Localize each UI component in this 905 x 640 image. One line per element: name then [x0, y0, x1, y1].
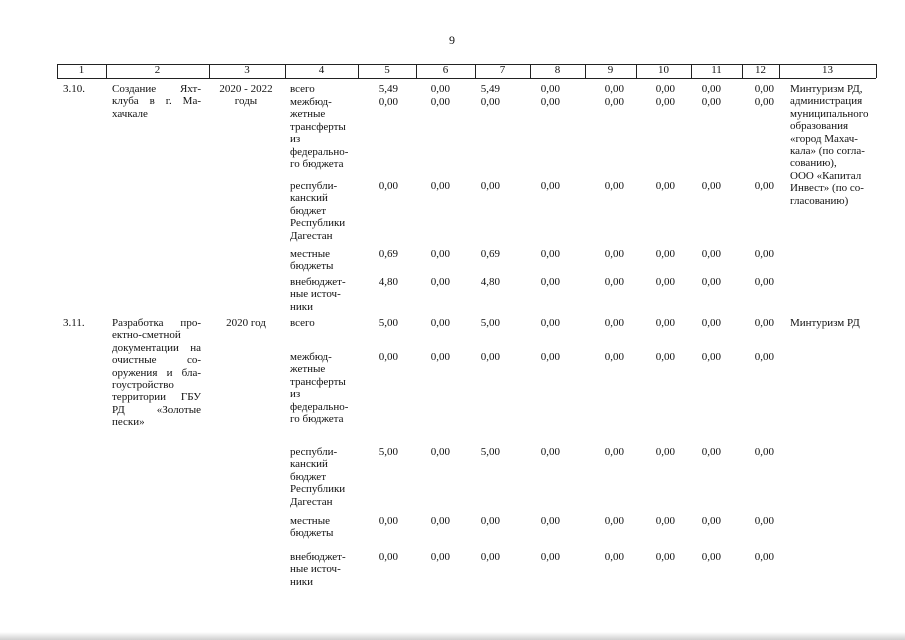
funding-source-line: федерально- [290, 400, 349, 413]
amount-col-8: 0,00 [540, 96, 560, 108]
amount-col-6: 0,00 [430, 83, 450, 95]
executor-line: гласованию) [790, 194, 849, 207]
funding-source [290, 551, 356, 588]
executor-line: муниципального [790, 107, 869, 120]
amount-col-8: 0,00 [540, 180, 560, 192]
amount-col-11: 0,00 [701, 180, 721, 192]
period: 2020 год [226, 317, 266, 329]
executor-line: ООО «Капитал [790, 169, 862, 182]
activity-name-line: пески» [112, 416, 145, 429]
amount-col-11: 0,00 [701, 351, 721, 363]
funding-source-line: всего [290, 83, 315, 95]
funding-source [290, 83, 356, 95]
amount-col-9: 0,00 [604, 446, 624, 458]
amount-col-8: 0,00 [540, 276, 560, 288]
amount-col-11: 0,00 [701, 515, 721, 527]
funding-source-line: межбюд- [290, 96, 332, 108]
column-divider [57, 64, 58, 78]
executor-line: сованию), [790, 157, 837, 170]
amount-col-8: 0,00 [540, 248, 560, 260]
executor [790, 83, 874, 207]
column-header-7: 7 [499, 64, 506, 76]
executor-line: Инвест» (по со- [790, 182, 864, 195]
amount-col-9: 0,00 [604, 551, 624, 563]
column-header-1: 1 [78, 64, 85, 76]
amount-col-5: 0,00 [378, 96, 398, 108]
amount-col-11: 0,00 [701, 276, 721, 288]
funding-source-line: бюджет [290, 204, 326, 217]
column-header-10: 10 [658, 64, 669, 76]
amount-col-5: 0,00 [378, 180, 398, 192]
funding-source [290, 515, 356, 540]
amount-col-5: 0,00 [378, 551, 398, 563]
amount-col-11: 0,00 [701, 551, 721, 563]
funding-source-line: местные [290, 515, 330, 527]
funding-source-line: Дагестан [290, 229, 333, 242]
column-divider [876, 64, 877, 78]
column-header-4: 4 [318, 64, 325, 76]
activity-name-line: территории ГБУ [112, 391, 201, 404]
executor-line: Минтуризм РД, [790, 83, 863, 95]
executor-line: кала» (по согла- [790, 145, 865, 158]
amount-col-5: 5,00 [378, 446, 398, 458]
amount-col-7: 5,00 [480, 446, 500, 458]
activity-name-line: документации на [112, 341, 201, 354]
amount-col-5: 4,80 [378, 276, 398, 288]
funding-source-line: жетные [290, 108, 326, 121]
funding-source-line: внебюджет- [290, 551, 346, 563]
funding-source-line: бюджет [290, 470, 326, 483]
amount-col-5: 0,00 [378, 515, 398, 527]
row-number: 3.10. [63, 83, 85, 95]
amount-col-7: 0,69 [480, 248, 500, 260]
column-divider [585, 64, 586, 78]
funding-source-line: го бюджета [290, 158, 344, 171]
activity-name-line: ектно-сметной [112, 329, 181, 342]
funding-source [290, 96, 356, 170]
amount-col-12: 0,00 [754, 446, 774, 458]
funding-source-line: канский [290, 192, 328, 205]
amount-col-5: 0,69 [378, 248, 398, 260]
amount-col-7: 0,00 [480, 180, 500, 192]
funding-source-line: Республики [290, 217, 346, 230]
amount-col-6: 0,00 [430, 180, 450, 192]
row-number: 3.11. [63, 317, 85, 329]
amount-col-6: 0,00 [430, 446, 450, 458]
amount-col-10: 0,00 [655, 276, 675, 288]
funding-source-line: трансферты [290, 375, 346, 388]
amount-col-11: 0,00 [701, 248, 721, 260]
executor [790, 317, 874, 329]
amount-col-12: 0,00 [754, 180, 774, 192]
amount-col-8: 0,00 [540, 446, 560, 458]
period: 2020 - 2022 годы [219, 83, 273, 108]
amount-col-11: 0,00 [701, 96, 721, 108]
amount-col-9: 0,00 [604, 83, 624, 95]
amount-col-8: 0,00 [540, 551, 560, 563]
activity-name-line: оружения и бла- [112, 366, 201, 379]
funding-source-line: внебюджет- [290, 276, 346, 288]
amount-col-11: 0,00 [701, 83, 721, 95]
funding-source-line: республи- [290, 446, 338, 458]
amount-col-10: 0,00 [655, 515, 675, 527]
funding-source [290, 248, 356, 273]
amount-col-10: 0,00 [655, 317, 675, 329]
amount-col-12: 0,00 [754, 317, 774, 329]
amount-col-9: 0,00 [604, 276, 624, 288]
column-divider [530, 64, 531, 78]
funding-source [290, 317, 356, 329]
amount-col-11: 0,00 [701, 446, 721, 458]
funding-source-line: федерально- [290, 145, 349, 158]
funding-source-line: бюджеты [290, 527, 334, 540]
amount-col-9: 0,00 [604, 180, 624, 192]
amount-col-9: 0,00 [604, 248, 624, 260]
column-header-5: 5 [384, 64, 390, 76]
column-header-2: 2 [154, 64, 161, 76]
funding-source-line: ники [290, 300, 314, 313]
activity-name [112, 83, 201, 120]
funding-source-line: всего [290, 317, 315, 329]
amount-col-7: 0,00 [480, 351, 500, 363]
amount-col-5: 5,49 [378, 83, 398, 95]
amount-col-6: 0,00 [430, 96, 450, 108]
table-rule [57, 64, 876, 65]
funding-source-line: ные источ- [290, 563, 341, 576]
funding-source-line: из [290, 388, 301, 401]
activity-name-line: очистные со- [112, 354, 201, 367]
funding-source-line: бюджеты [290, 260, 334, 273]
column-divider [475, 64, 476, 78]
amount-col-7: 0,00 [480, 96, 500, 108]
funding-source [290, 351, 356, 425]
funding-source-line: республи- [290, 180, 338, 192]
amount-col-6: 0,00 [430, 351, 450, 363]
activity-name-line: Разработка про- [112, 317, 201, 329]
column-divider [285, 64, 286, 78]
funding-source-line: трансферты [290, 120, 346, 133]
activity-name-line: клуба в г. Ма- [112, 95, 201, 108]
amount-col-5: 0,00 [378, 351, 398, 363]
amount-col-8: 0,00 [540, 515, 560, 527]
column-divider [742, 64, 743, 78]
amount-col-9: 0,00 [604, 96, 624, 108]
amount-col-11: 0,00 [701, 317, 721, 329]
activity-name [112, 317, 201, 429]
funding-source [290, 180, 356, 242]
amount-col-7: 4,80 [480, 276, 500, 288]
amount-col-6: 0,00 [430, 248, 450, 260]
scan-shadow [0, 632, 905, 640]
amount-col-12: 0,00 [754, 351, 774, 363]
column-divider [209, 64, 210, 78]
column-header-12: 12 [755, 64, 766, 76]
funding-source-line: межбюд- [290, 351, 332, 363]
activity-name-line: РД «Золотые [112, 403, 201, 416]
amount-col-7: 5,00 [480, 317, 500, 329]
funding-source-line: канский [290, 458, 328, 471]
column-header-8: 8 [554, 64, 561, 76]
column-header-13: 13 [822, 64, 833, 76]
amount-col-5: 5,00 [378, 317, 398, 329]
amount-col-10: 0,00 [655, 96, 675, 108]
amount-col-7: 0,00 [480, 515, 500, 527]
column-divider [636, 64, 637, 78]
amount-col-9: 0,00 [604, 351, 624, 363]
funding-source [290, 276, 356, 313]
amount-col-8: 0,00 [540, 317, 560, 329]
column-divider [106, 64, 107, 78]
funding-source [290, 446, 356, 508]
activity-name-line: хачкале [112, 107, 148, 120]
executor-line: «город Махач- [790, 132, 858, 145]
funding-source-line: местные [290, 248, 330, 260]
amount-col-6: 0,00 [430, 515, 450, 527]
amount-col-12: 0,00 [754, 248, 774, 260]
funding-source-line: Республики [290, 483, 346, 496]
funding-source-line: ные источ- [290, 288, 341, 301]
amount-col-6: 0,00 [430, 317, 450, 329]
amount-col-8: 0,00 [540, 83, 560, 95]
funding-source-line: жетные [290, 363, 326, 376]
amount-col-7: 0,00 [480, 551, 500, 563]
amount-col-8: 0,00 [540, 351, 560, 363]
funding-source-line: из [290, 133, 301, 146]
column-divider [358, 64, 359, 78]
column-divider [691, 64, 692, 78]
amount-col-10: 0,00 [655, 248, 675, 260]
funding-source-line: го бюджета [290, 413, 344, 426]
executor-line: администрация [790, 95, 863, 108]
column-header-3: 3 [244, 64, 250, 76]
table-rule [57, 78, 876, 79]
executor-line: образования [790, 120, 849, 133]
funding-source-line: Дагестан [290, 495, 333, 508]
column-divider [416, 64, 417, 78]
activity-name-line: Создание Яхт- [112, 83, 201, 95]
amount-col-6: 0,00 [430, 276, 450, 288]
amount-col-10: 0,00 [655, 180, 675, 192]
amount-col-12: 0,00 [754, 276, 774, 288]
amount-col-10: 0,00 [655, 83, 675, 95]
amount-col-12: 0,00 [754, 83, 774, 95]
amount-col-10: 0,00 [655, 551, 675, 563]
amount-col-10: 0,00 [655, 351, 675, 363]
executor-line: Минтуризм РД [790, 317, 860, 329]
activity-name-line: гоустройство [112, 379, 174, 392]
amount-col-9: 0,00 [604, 317, 624, 329]
amount-col-6: 0,00 [430, 551, 450, 563]
funding-source-line: ники [290, 575, 314, 588]
column-header-11: 11 [711, 64, 722, 76]
amount-col-12: 0,00 [754, 515, 774, 527]
page-number: 9 [449, 33, 455, 47]
column-header-9: 9 [607, 64, 614, 76]
amount-col-12: 0,00 [754, 551, 774, 563]
amount-col-10: 0,00 [655, 446, 675, 458]
amount-col-9: 0,00 [604, 515, 624, 527]
column-divider [779, 64, 780, 78]
amount-col-7: 5,49 [480, 83, 500, 95]
amount-col-12: 0,00 [754, 96, 774, 108]
column-header-6: 6 [442, 64, 449, 76]
